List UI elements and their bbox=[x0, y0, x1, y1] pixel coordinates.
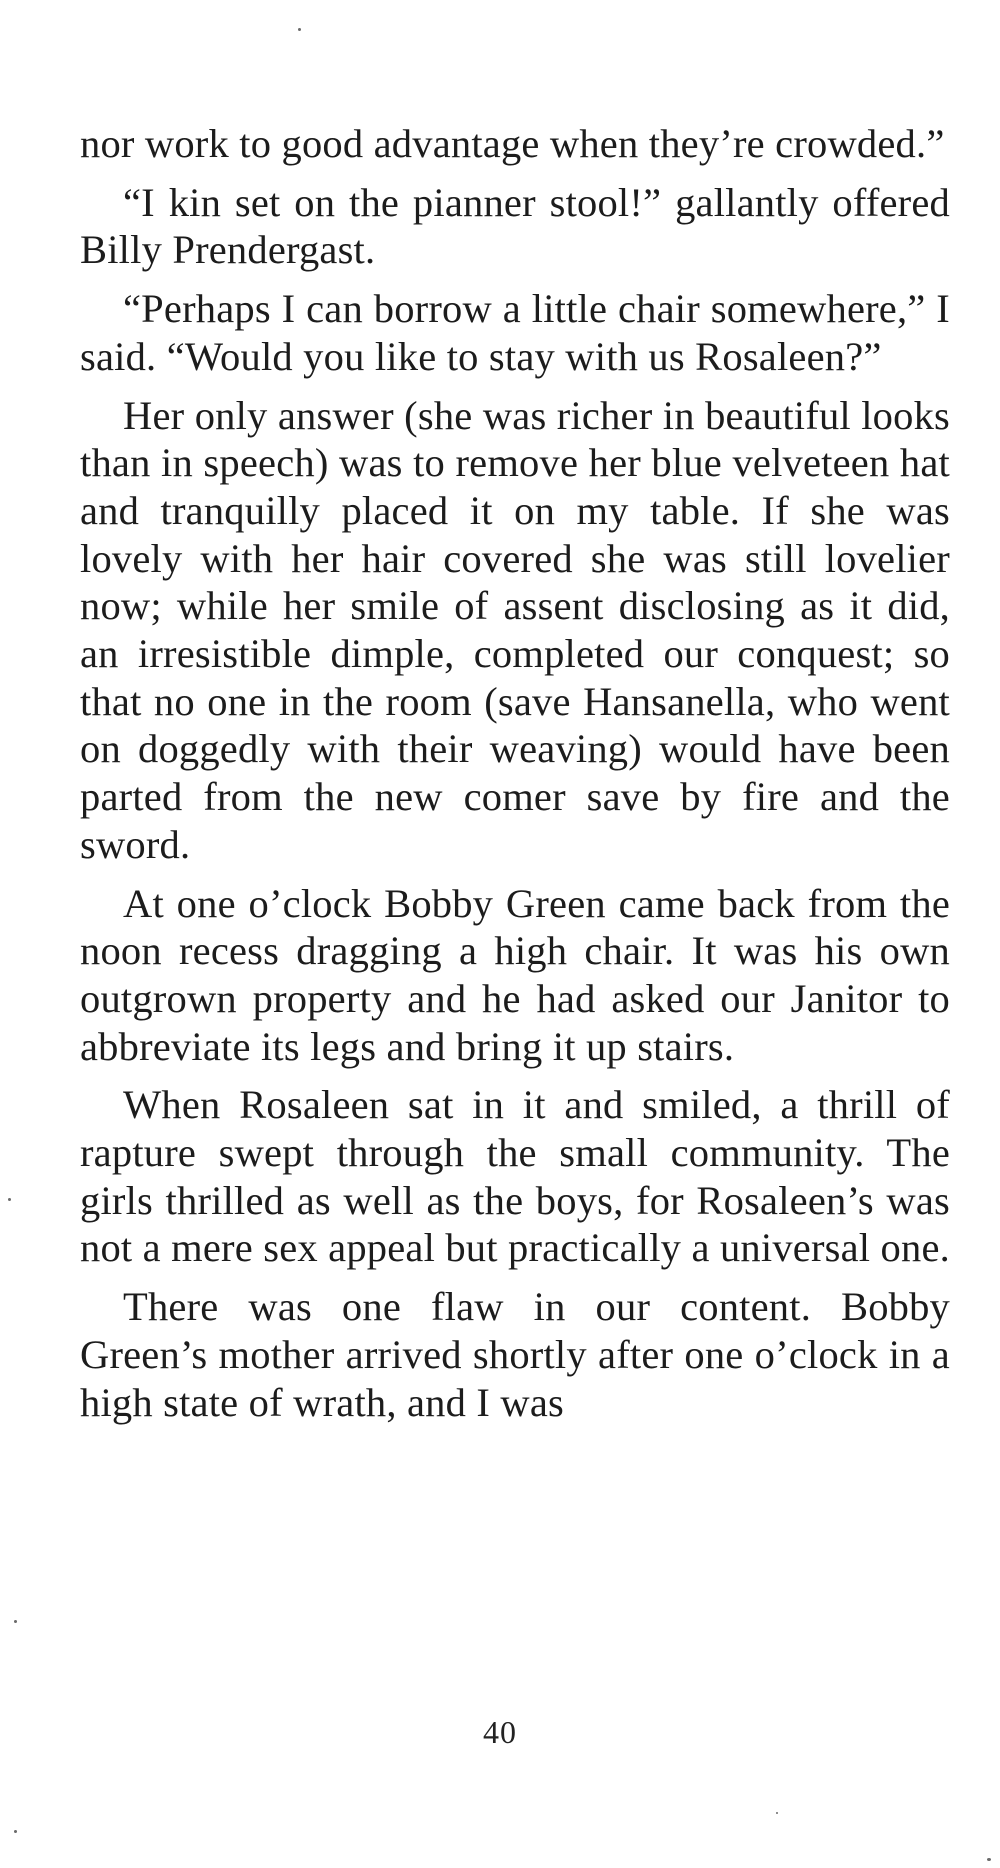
scan-speck bbox=[14, 1620, 17, 1623]
paragraph-4: Her only answer (she was richer in beautiful looks than in speech) was to remove her blue velveteen hat and tranquilly placed it on my table. If she was lovely with her hair covered she was still lovelier now; while her smile of assent disclosing as it did, an irresistible dimple, completed our conquest; so that no one in the room (save Hansanella, who went on doggedly with their weaving) would have been parted from the new comer save by fire and the sword. bbox=[80, 392, 950, 867]
paragraph-3: “Perhaps I can borrow a little chair somewhere,” I said. “Would you like to stay with us Rosaleen?” bbox=[80, 286, 950, 379]
scan-speck bbox=[776, 1812, 778, 1814]
paragraph-5: At one o’clock Bobby Green came back from the noon recess dragging a high chair. It was his own outgrown property and he had asked our Janitor to abbreviate its legs and bring it up stairs. bbox=[80, 880, 950, 1069]
paragraph-2: “I kin set on the pianner stool!” gallantly offered Billy Prendergast. bbox=[80, 179, 950, 273]
paragraph-7: There was one flaw in our content. Bobby Green’s mother arrived shortly after one o’clock in a high state of wrath, and I was bbox=[80, 1284, 950, 1425]
paragraph-1: nor work to good advantage when they’re crowded.” bbox=[80, 121, 945, 166]
paragraph-6: When Rosaleen sat in it and smiled, a thrill of rapture swept through the small community. The girls thrilled as well as the boys, for Rosaleen’s was not a mere sex appeal but practically a universal one. bbox=[80, 1082, 950, 1271]
scan-speck bbox=[14, 1830, 17, 1833]
scan-speck bbox=[8, 1198, 11, 1201]
scan-speck bbox=[298, 28, 301, 31]
scan-speck bbox=[987, 1858, 991, 1861]
page-number: 40 bbox=[483, 1714, 517, 1750]
body-text bbox=[80, 120, 950, 1437]
